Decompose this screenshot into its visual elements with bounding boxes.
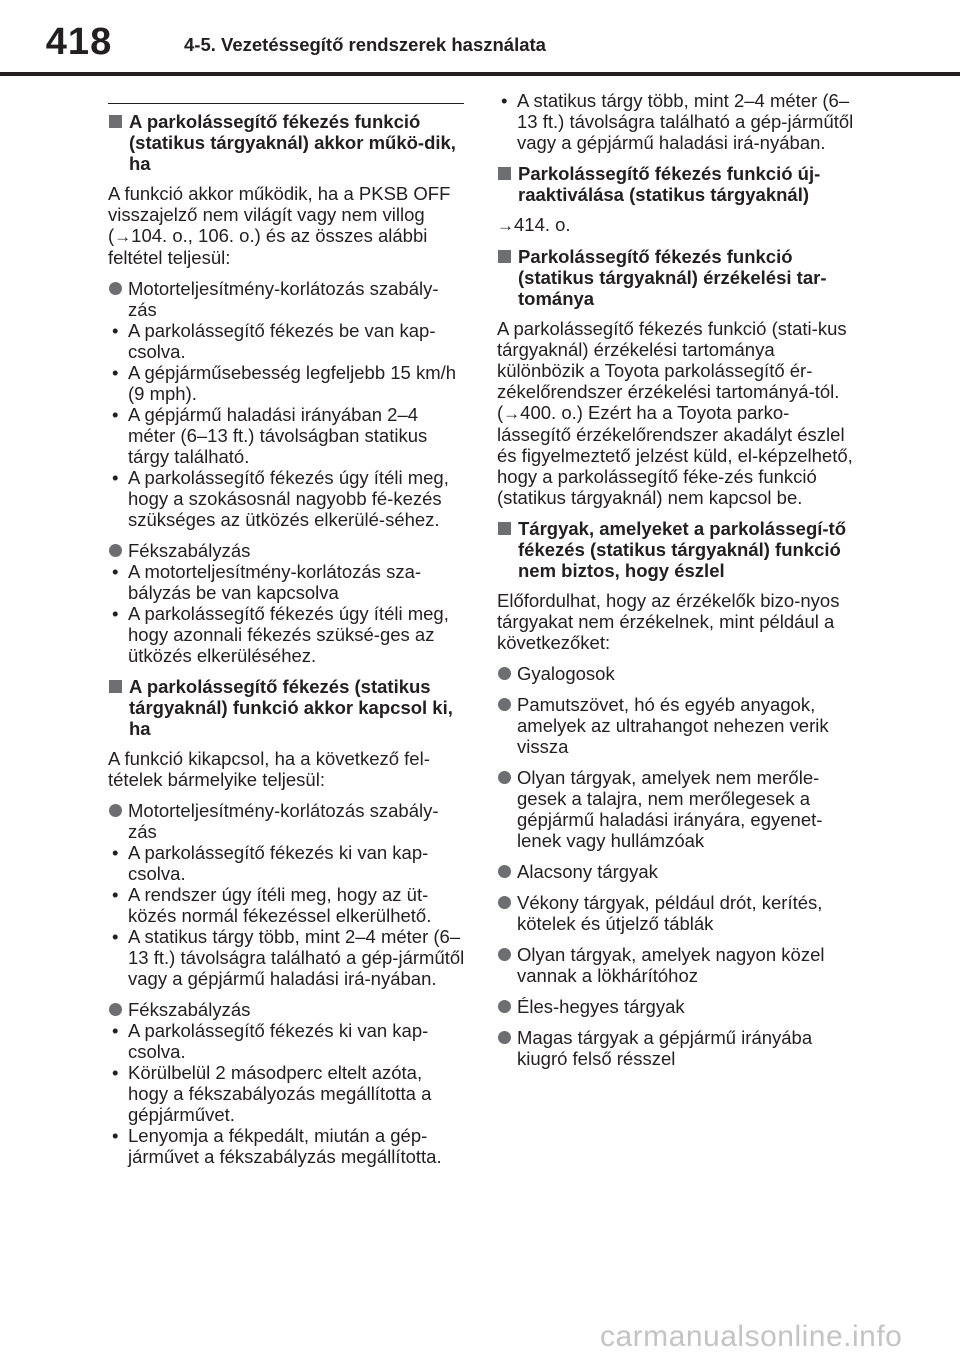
list-item: • Körülbelül 2 másodperc eltelt azóta, hogy a fékszabályozás megállította a gépjárművet. — [112, 1062, 432, 1125]
section-heading: A parkolássegítő fékezés (statikus tárgyaknál) funkció akkor kapcsol ki, ha — [108, 676, 466, 739]
list-item: • A parkolássegítő fékezés úgy ítéli meg, hogy azonnali fékezés szüksé-ges az ütközés elkerüléséhez. — [112, 603, 449, 666]
arrow-icon: → — [497, 216, 514, 235]
page-reference: →414. o. — [497, 214, 571, 235]
list-item: Pamutszövet, hó és egyéb anyagok, amelyek az ultrahangot nehezen verik vissza — [497, 694, 857, 757]
watermark: carmanualsonline.info — [600, 1320, 903, 1353]
circle-bullet-icon — [498, 1031, 511, 1044]
paragraph: Előfordulhat, hogy az érzékelők bizo-nyos tárgyakat nem érzékelnek, mint például a következőket: — [497, 590, 840, 653]
paragraph: A funkció akkor működik, ha a PKSB OFF visszajelző nem világít vagy nem villog (→104. o., 106. o.) és az összes alábbi feltétel teljesül: — [108, 183, 451, 268]
circle-bullet-icon — [109, 804, 122, 817]
circle-bullet-icon — [109, 544, 122, 557]
circle-bullet-icon — [498, 667, 511, 680]
paragraph: A funkció kikapcsol, ha a következő fel-tételek bármelyike teljesül: — [108, 748, 430, 790]
list-item: Olyan tárgyak, amelyek nagyon közel vannak a lökhárítóhoz — [497, 944, 857, 986]
section-heading: Parkolássegítő fékezés funkció új-raaktiválása (statikus tárgyaknál) — [497, 163, 857, 205]
section-heading: Tárgyak, amelyeket a parkolássegí-tő fékezés (statikus tárgyaknál) funkció nem biztos, hogy észlel — [497, 518, 857, 581]
right-column — [497, 90, 857, 1069]
square-bullet-icon — [109, 680, 122, 693]
left-column — [108, 104, 466, 1167]
circle-bullet-icon — [109, 282, 122, 295]
condition-group: Fékszabályzás — [108, 999, 466, 1020]
square-bullet-icon — [498, 522, 511, 535]
circle-bullet-icon — [109, 1003, 122, 1016]
paragraph: A parkolássegítő fékezés funkció (stati-kus tárgyaknál) érzékelési tartománya különbözik a Toyota parkolássegítő ér-zékelőrendszer érzékelési tartományá-tól. (→400. o.) Ezért ha a Toyota parko-lássegítő érzékelőrendszer akadályt észlel és figyelmeztető jelzést küld, el-képzelhető, hogy a parkolássegítő féke-zés funkció (statikus tárgyaknál) nem kapcsol be. — [497, 318, 853, 508]
list-item: • A parkolássegítő fékezés be van kap-csolva. — [112, 320, 436, 362]
list-item: • Lenyomja a fékpedált, miután a gép-járművet a fékszabályzás megállította. — [112, 1125, 442, 1167]
circle-bullet-icon — [498, 896, 511, 909]
list-item: Éles-hegyes tárgyak — [497, 996, 857, 1017]
list-item: Alacsony tárgyak — [497, 861, 857, 882]
list-item: • A parkolássegítő fékezés ki van kap-csolva. — [112, 842, 429, 884]
square-bullet-icon — [498, 250, 511, 263]
square-bullet-icon — [498, 167, 511, 180]
arrow-icon: → — [503, 404, 521, 423]
list-item: Magas tárgyak a gépjármű irányába kiugró felső résszel — [497, 1027, 857, 1069]
list-item: • A statikus tárgy több, mint 2–4 méter (6–13 ft.) távolságra található a gép-járműtől vagy a gépjármű haladási irá-nyában. — [501, 90, 854, 153]
condition-group: Fékszabályzás — [108, 540, 466, 561]
section-heading: Parkolássegítő fékezés funkció (statikus tárgyaknál) érzékelési tar-tománya — [497, 246, 857, 309]
list-item: • A gépjármű haladási irányában 2–4 méter (6–13 ft.) távolságban statikus tárgy található. — [112, 404, 428, 467]
circle-bullet-icon — [498, 771, 511, 784]
page-number: 418 — [45, 21, 113, 63]
list-item: • A rendszer úgy ítéli meg, hogy az üt-közés normál fékezéssel elkerülhető. — [112, 884, 432, 926]
circle-bullet-icon — [498, 1000, 511, 1013]
list-item: • A statikus tárgy több, mint 2–4 méter (6–13 ft.) távolságra található a gép-járműtől vagy a gépjármű haladási irá-nyában. — [112, 926, 465, 989]
section-heading: A parkolássegítő fékezés funkció (statikus tárgyaknál) akkor műkö-dik, ha — [108, 111, 466, 174]
circle-bullet-icon — [498, 865, 511, 878]
list-item: Gyalogosok — [497, 663, 857, 684]
condition-group: Motorteljesítmény-korlátozás szabály-zás — [108, 278, 466, 320]
list-item: • A parkolássegítő fékezés úgy ítéli meg, hogy a szokásosnál nagyobb fé-kezés szükséges az ütközés elkerülé-séhez. — [112, 467, 449, 530]
square-bullet-icon — [109, 115, 122, 128]
list-item: • A gépjárműsebesség legfeljebb 15 km/h (9 mph). — [112, 362, 457, 404]
circle-bullet-icon — [498, 698, 511, 711]
arrow-icon: → — [114, 227, 132, 246]
header-rule — [0, 72, 960, 76]
list-item: • A parkolássegítő fékezés ki van kap-csolva. — [112, 1020, 429, 1062]
list-item: Olyan tárgyak, amelyek nem merőle-gesek a talajra, nem merőlegesek a gépjármű haladási irányára, egyenet-lenek vagy hullámzóak — [497, 767, 857, 851]
list-item: Vékony tárgyak, például drót, kerítés, kötelek és útjelző táblák — [497, 892, 857, 934]
circle-bullet-icon — [498, 948, 511, 961]
page-header — [0, 0, 960, 74]
chapter-title: 4-5. Vezetéssegítő rendszerek használata — [184, 34, 546, 55]
list-item: • A motorteljesítmény-korlátozás sza-bályzás be van kapcsolva — [112, 561, 422, 603]
condition-group: Motorteljesítmény-korlátozás szabály-zás — [108, 800, 466, 842]
